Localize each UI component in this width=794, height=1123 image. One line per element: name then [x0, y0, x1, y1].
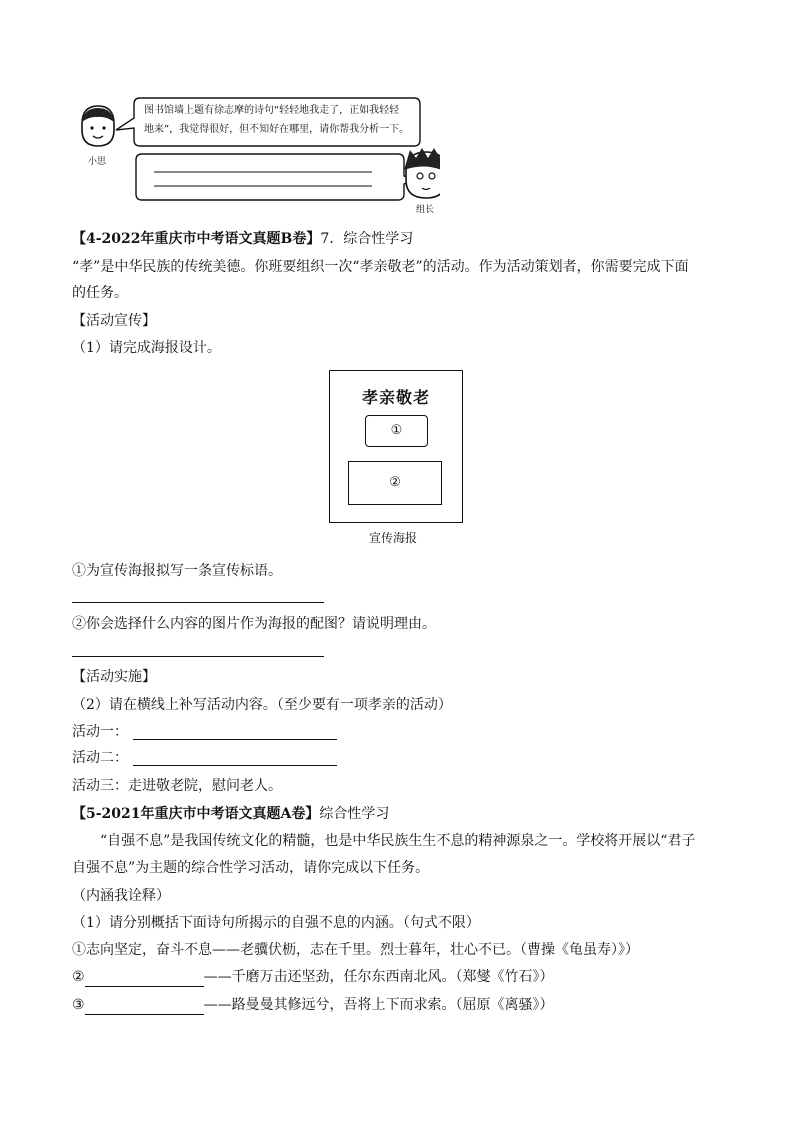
q4-activity-1-blank [133, 739, 337, 740]
q5-item-3 [72, 995, 554, 1015]
speech-text-line-2: 地来”，我觉得很好，但不知好在哪里，请你帮我分析一下。 [144, 124, 410, 135]
q4-heading [72, 229, 413, 249]
speech-text-line-1: 图书馆墙上题有徐志摩的诗句“轻轻地我走了，正如我轻轻 [144, 105, 400, 116]
q4-heading-source: 【4-2022年重庆市中考语文真题B卷】 [72, 231, 321, 247]
q5-heading-title: 综合性学习 [319, 806, 390, 822]
q5-section: （内涵我诠释） [72, 888, 170, 904]
q5-item-2-text: ——千磨万击还坚劲，任尔东西南北风。（郑燮《竹石》） [203, 969, 554, 985]
q4-section-implement: 【活动实施】 [72, 669, 156, 685]
kid-left-name: 小思 [88, 157, 107, 167]
q4-intro-line-2: 的任务。 [72, 285, 128, 301]
q4-task-2-answer-line [72, 656, 324, 657]
q5-heading [72, 804, 389, 824]
poster-slot-1 [365, 415, 428, 447]
poster [329, 370, 463, 523]
q4-intro-line-1: “孝”是中华民族的传统美德。你班要组织一次“孝亲敬老”的活动。作为活动策划者，你需要完成下面 [72, 259, 689, 275]
poster-caption: 宣传海报 [369, 531, 418, 545]
q4-subquestion-2: （2）请在横线上补写活动内容。（至少要有一项孝亲的活动） [72, 697, 452, 713]
q4-activity-1: 活动一： [72, 724, 128, 740]
poster-slot-2 [348, 461, 442, 505]
q5-intro-line-1: “自强不息”是我国传统文化的精髓，也是中华民族生生不息的精神源泉之一。学校将开展以“君子 [100, 833, 696, 849]
q5-subquestion-1: （1）请分别概括下面诗句所揭示的自强不息的内涵。（句式不限） [72, 915, 480, 931]
speech-bubble-answer [136, 154, 416, 200]
q4-task-1: ①为宣传海报拟写一条宣传标语。 [72, 563, 282, 579]
q5-item-2 [72, 967, 554, 987]
q5-item-2-number: ② [72, 969, 85, 985]
poster-slot-2-label: ② [389, 475, 401, 490]
kid-left-figure [82, 106, 114, 146]
q5-heading-source: 【5-2021年重庆市中考语文真题A卷】 [72, 806, 320, 822]
comic-illustration [60, 88, 440, 218]
q4-heading-title: 7．综合性学习 [320, 231, 414, 247]
q5-intro-line-2: 自强不息”为主题的综合性学习活动，请你完成以下任务。 [72, 860, 430, 876]
q5-item-3-number: ③ [72, 997, 85, 1013]
q5-item-3-blank [85, 1000, 204, 1015]
q4-activity-2: 活动二： [72, 750, 128, 766]
q4-activity-3: 活动三：走进敬老院，慰问老人。 [72, 778, 282, 794]
poster-slot-1-label: ① [390, 423, 403, 438]
q4-task-1-answer-line [72, 602, 324, 603]
q4-subquestion-1: （1）请完成海报设计。 [72, 340, 221, 356]
q4-task-2: ②你会选择什么内容的图片作为海报的配图？请说明理由。 [72, 616, 436, 632]
q5-item-1: ①志向坚定，奋斗不息——老骥伏枥，志在千里。烈士暮年，壮心不已。（曹操《龟虽寿）》） [72, 942, 639, 958]
poster-title: 孝亲敬老 [361, 388, 430, 407]
q5-item-2-blank [85, 972, 204, 987]
kid-right-figure [404, 148, 440, 198]
q5-item-3-text: ——路曼曼其修远兮，吾将上下而求索。（屈原《离骚》） [203, 997, 554, 1013]
q4-section-publicity: 【活动宣传】 [72, 313, 156, 329]
q4-activity-2-blank [133, 765, 337, 766]
kid-right-name: 组长 [416, 205, 435, 215]
